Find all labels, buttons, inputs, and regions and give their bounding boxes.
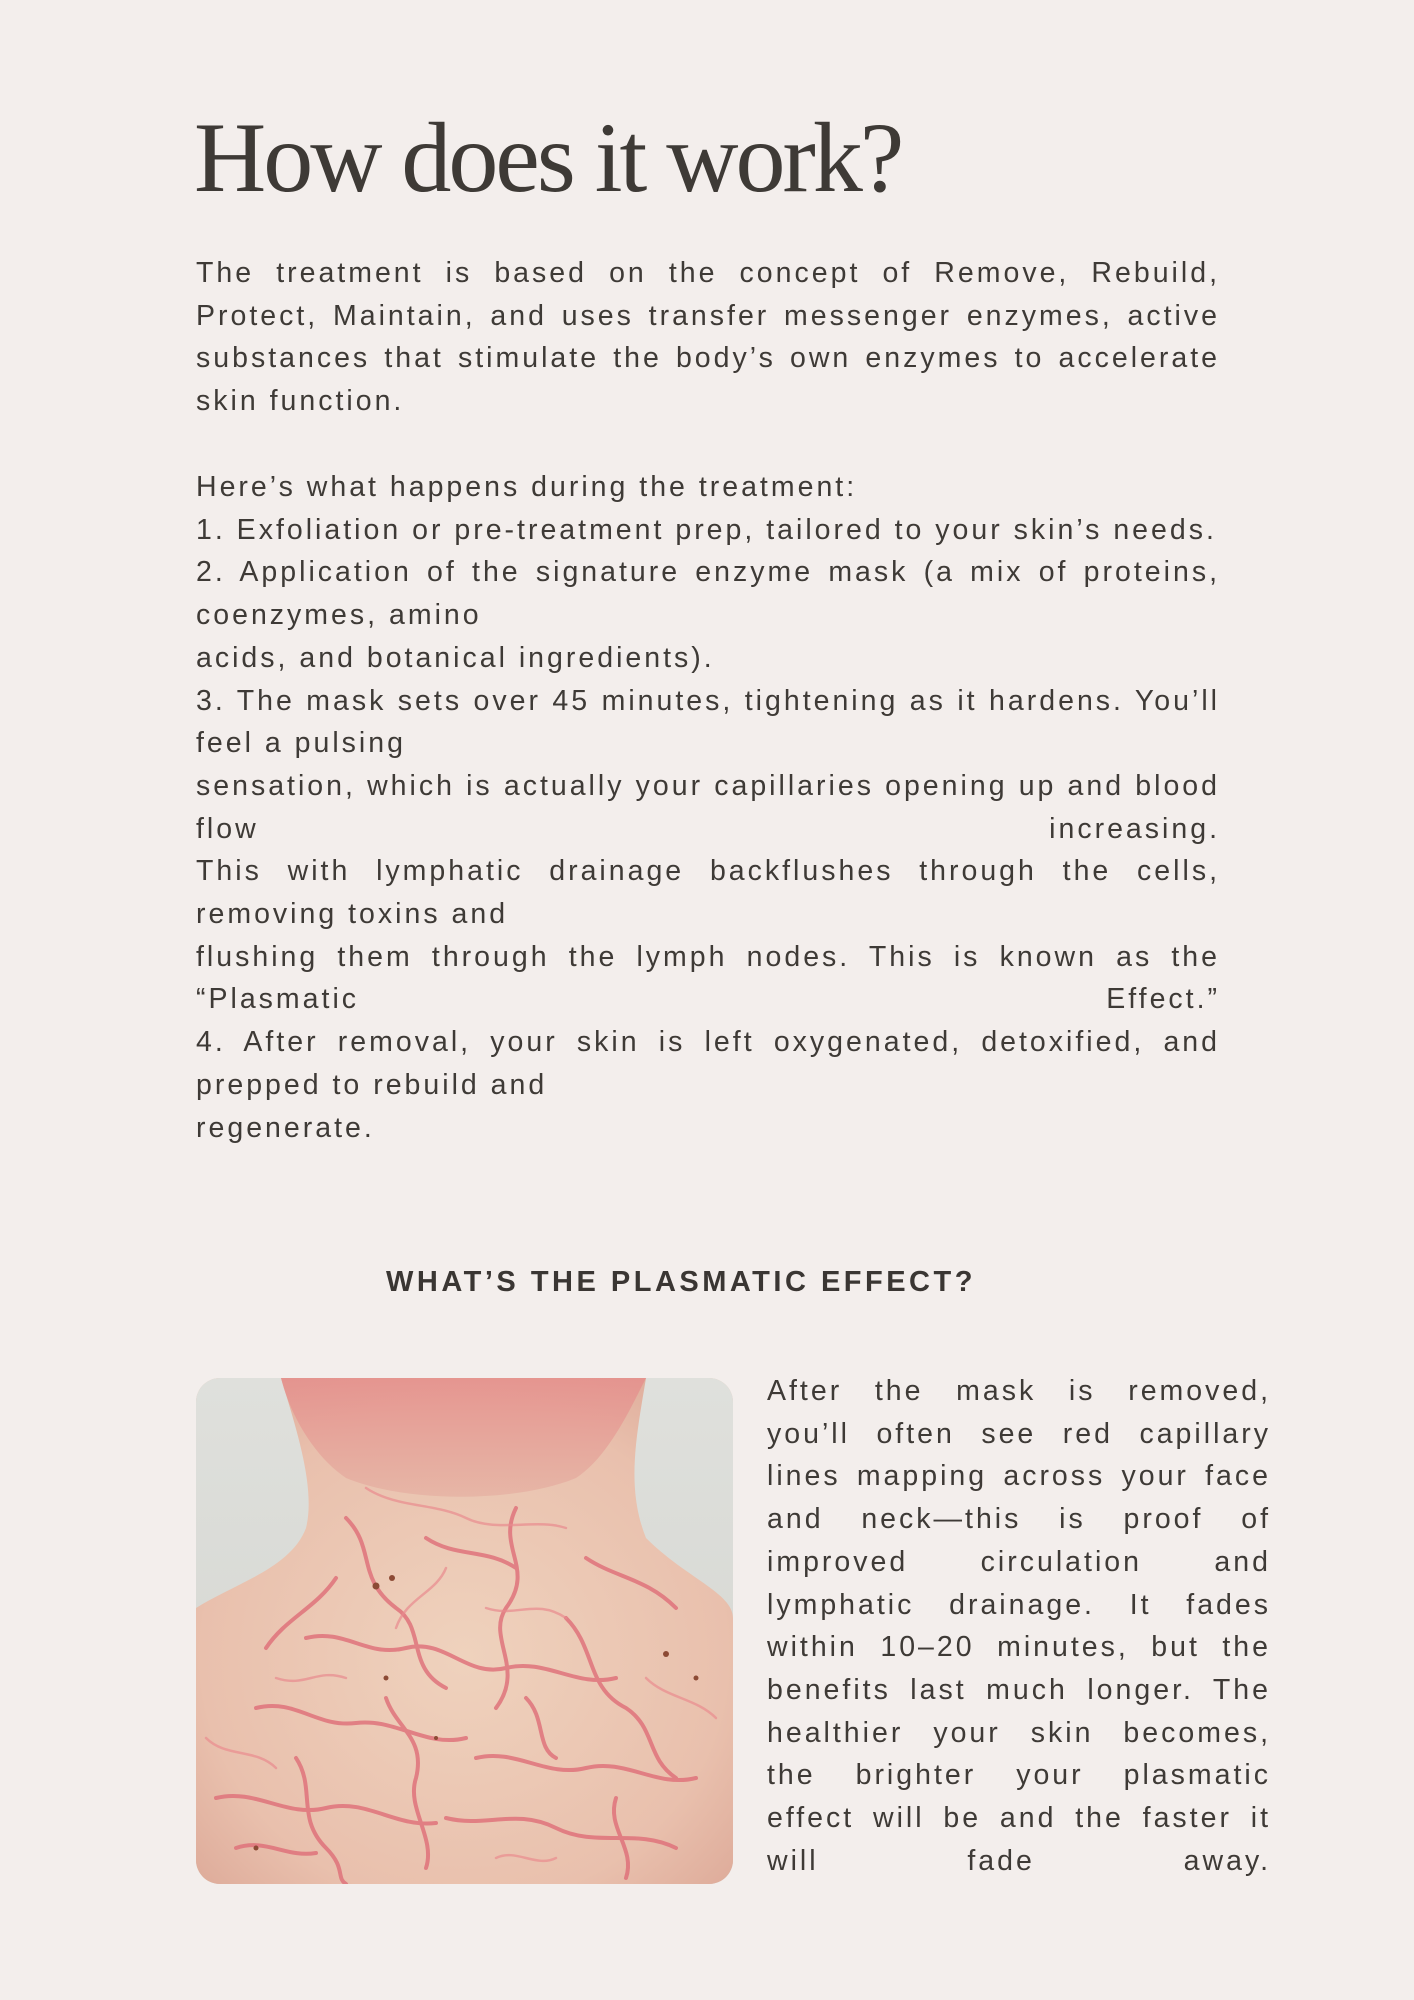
description-text: After the mask is removed, you’ll often see red capillary lines mapping across your face and neck—this is proof of improved circulation and lymphatic drainage. It fades within 10–20 minutes, but the benefits last much longer. The healthier your skin becomes, the brighter your plasmatic effect will be and the faster it will fade away.: [767, 1375, 1271, 1877]
treatment-steps: [196, 466, 1220, 1149]
step-4-continued: regenerate.: [196, 1111, 375, 1144]
step-2: 2. Application of the signature enzyme mask (a mix of proteins, coenzymes, amino: [196, 556, 1220, 632]
plasmatic-effect-description: [767, 1370, 1271, 1882]
neck-capillary-photo: [196, 1378, 733, 1884]
step-3-continued: flushing them through the lymph nodes. This is known as the “Plasmatic Effect.”: [196, 940, 1220, 1016]
step-2-continued: acids, and botanical ingredients).: [196, 641, 715, 674]
step-3: 3. The mask sets over 45 minutes, tightening as it hardens. You’ll feel a pulsing: [196, 684, 1220, 760]
step-1: 1. Exfoliation or pre-treatment prep, tailored to your skin’s needs.: [196, 513, 1217, 546]
page-title: How does it work?: [194, 102, 902, 213]
step-3-continued: sensation, which is actually your capillaries opening up and blood flow increasing.: [196, 769, 1220, 845]
intro-paragraph: The treatment is based on the concept of Remove, Rebuild, Protect, Maintain, and uses transfer messenger enzymes, active substances that stimulate the body’s own enzymes to accelerate skin function.: [196, 257, 1220, 418]
step-4: 4. After removal, your skin is left oxygenated, detoxified, and prepped to rebuild and: [196, 1026, 1220, 1101]
step-3-continued: This with lymphatic drainage backflushes through the cells, removing toxins and: [196, 855, 1220, 931]
section-heading: WHAT’S THE PLASMATIC EFFECT?: [386, 1266, 976, 1298]
steps-lead: Here’s what happens during the treatment:: [196, 471, 858, 503]
